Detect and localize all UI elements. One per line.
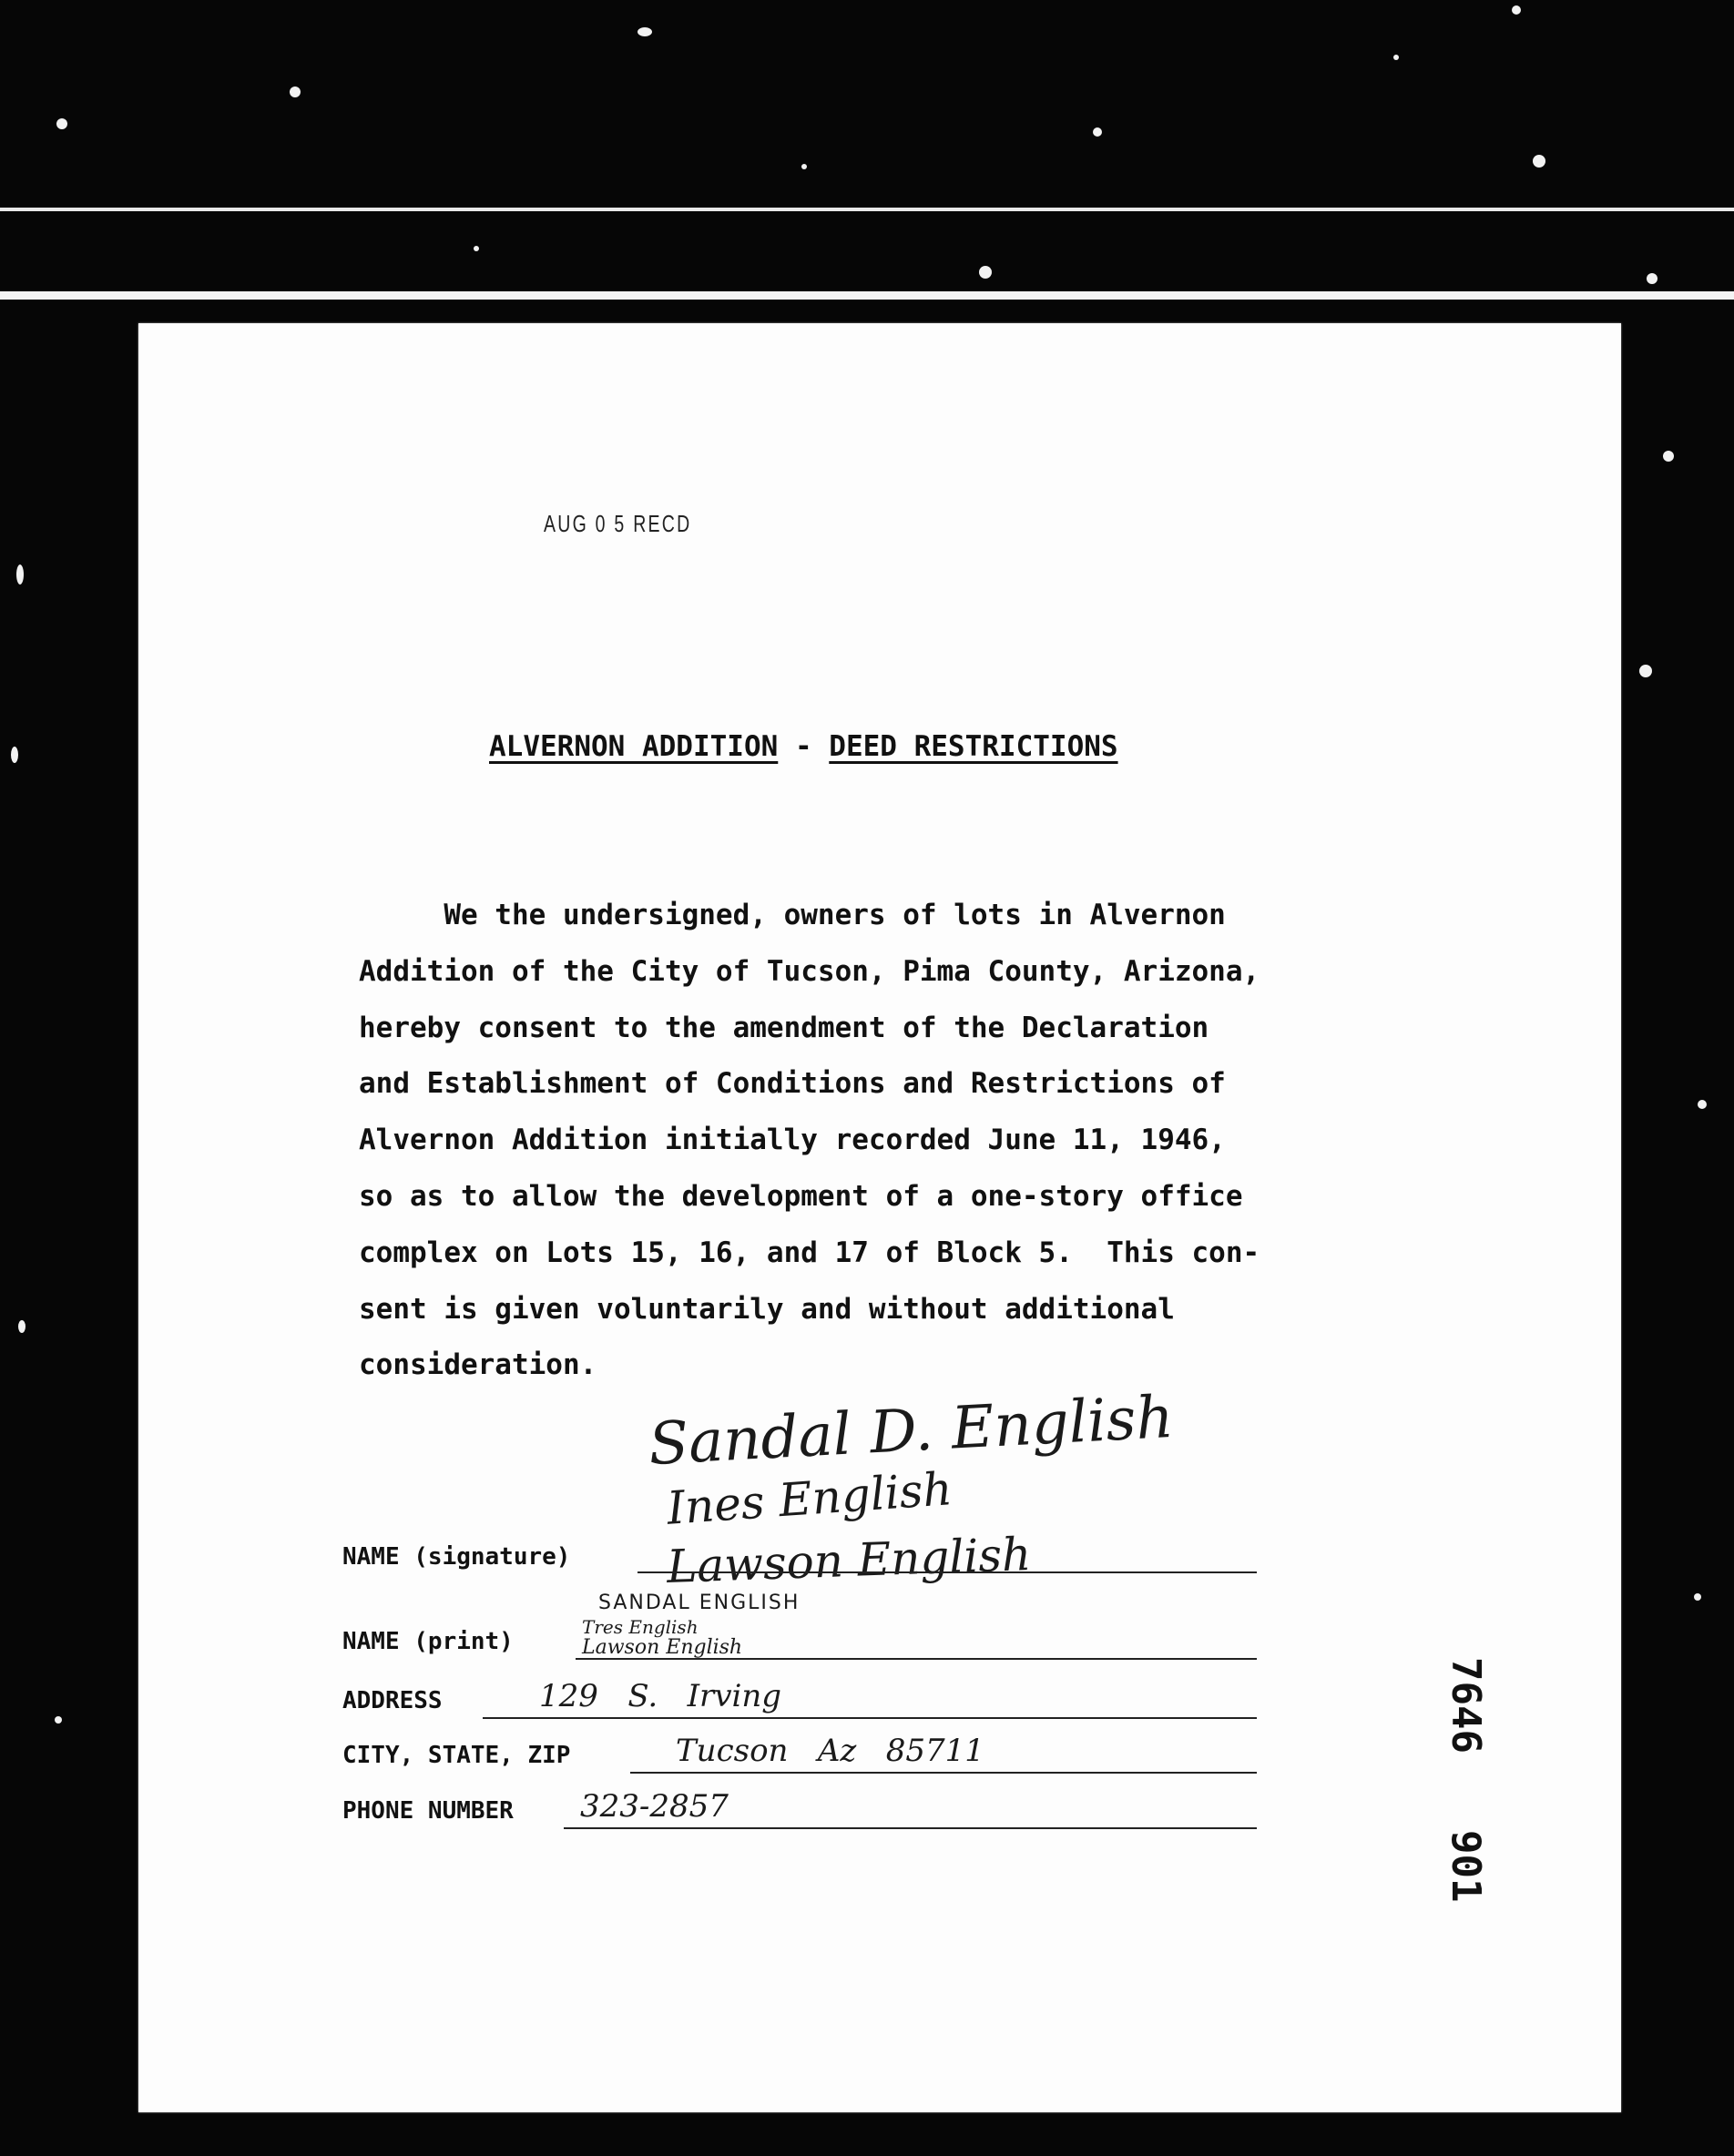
title-part-1: ALVERNON ADDITION xyxy=(489,730,779,763)
address-line[interactable] xyxy=(483,1717,1257,1719)
printed-name-3: Lawson English xyxy=(582,1636,743,1659)
paragraph-line: Addition of the City of Tucson, Pima County, Arizona, xyxy=(359,954,1260,988)
scan-rule-lower xyxy=(0,291,1734,300)
scan-speck xyxy=(801,164,807,169)
city-state-zip-label: CITY, STATE, ZIP xyxy=(342,1742,571,1769)
book-number: 7646 xyxy=(1443,1657,1489,1754)
scan-speck xyxy=(638,27,652,36)
paragraph-line: and Establishment of Conditions and Restrictions of xyxy=(359,1067,1226,1101)
page-number: 901 xyxy=(1443,1830,1489,1903)
name-signature-label: NAME (signature) xyxy=(342,1543,571,1571)
handwritten-signature-2: Ines English xyxy=(665,1462,954,1535)
paragraph-line: complex on Lots 15, 16, and 17 of Block 5. This con- xyxy=(359,1236,1260,1269)
scan-speck xyxy=(56,118,67,129)
scan-rule-upper xyxy=(0,208,1734,211)
scan-speck xyxy=(474,246,479,251)
scan-speck xyxy=(1393,55,1399,60)
scan-speck xyxy=(1093,127,1102,137)
name-signature-line[interactable] xyxy=(638,1571,1257,1573)
phone-number-value: 323-2857 xyxy=(580,1788,729,1825)
phone-number-line[interactable] xyxy=(564,1827,1257,1829)
printed-name-2: Tres English xyxy=(582,1616,699,1638)
scan-speck xyxy=(979,266,992,279)
printed-name-1: SANDAL ENGLISH xyxy=(598,1592,801,1614)
title-separator: - xyxy=(778,730,830,763)
title-part-2: DEED RESTRICTIONS xyxy=(829,730,1118,763)
scan-speck xyxy=(18,1320,26,1333)
document-title xyxy=(489,730,1118,763)
handwritten-signature-1: Sandal D. English xyxy=(647,1383,1176,1480)
scan-speck xyxy=(1698,1100,1707,1109)
scan-speck xyxy=(1512,5,1521,15)
name-print-label: NAME (print) xyxy=(342,1628,514,1655)
document-page xyxy=(138,323,1621,2112)
paragraph-line: sent is given voluntarily and without additional xyxy=(359,1292,1175,1326)
paragraph-line: We the undersigned, owners of lots in Alvernon xyxy=(359,899,1226,931)
name-print-line[interactable] xyxy=(576,1658,1257,1660)
scan-speck xyxy=(1694,1593,1701,1601)
scan-speck xyxy=(55,1716,62,1724)
city-state-zip-value: Tucson Az 85711 xyxy=(676,1733,984,1769)
phone-number-label: PHONE NUMBER xyxy=(342,1797,514,1825)
scan-speck xyxy=(1647,273,1658,284)
handwritten-signature-3: Lawson English xyxy=(666,1528,1033,1593)
paragraph-line: consideration. xyxy=(359,1348,597,1382)
city-state-zip-line[interactable] xyxy=(630,1772,1257,1774)
address-label: ADDRESS xyxy=(342,1687,443,1714)
scan-speck xyxy=(1639,665,1652,677)
scan-speck xyxy=(1533,155,1545,168)
address-value: 129 S. Irving xyxy=(539,1678,782,1714)
scan-speck xyxy=(1663,451,1674,462)
paragraph-line: Alvernon Addition initially recorded June 11, 1946, xyxy=(359,1124,1226,1157)
scan-speck xyxy=(11,747,18,763)
consent-paragraph xyxy=(359,888,1452,1394)
scan-speck xyxy=(290,86,301,97)
paragraph-line: hereby consent to the amendment of the Declaration xyxy=(359,1011,1209,1044)
paragraph-line: so as to allow the development of a one-story office xyxy=(359,1179,1243,1213)
received-stamp: AUG 0 5 RECD xyxy=(544,510,692,537)
scan-speck xyxy=(16,564,24,585)
